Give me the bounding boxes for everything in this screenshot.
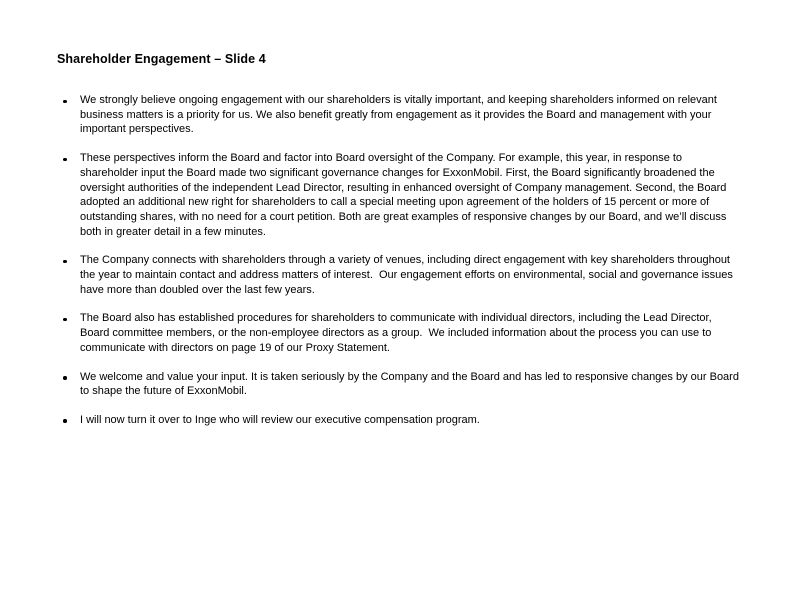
bullet-item [63, 93, 739, 137]
bullet-item [63, 413, 739, 428]
bullet-text: We welcome and value your input. It is taken seriously by the Company and the Board and has led to responsive changes by our Board to shape the future of ExxonMobil. [80, 370, 743, 398]
bullet-item [63, 370, 743, 399]
bullet-item [63, 253, 739, 297]
bullet-item [63, 151, 739, 239]
bullet-dot-icon [63, 100, 67, 104]
bullet-item [63, 311, 739, 355]
bullet-dot-icon [63, 318, 67, 322]
bullet-text: We strongly believe ongoing engagement with our shareholders is vitally important, and keeping shareholders informed on relevant business matters is a priority for us. We also benefit greatly from engagement as it provides the Board and management with your important perspectives. [80, 94, 721, 136]
bullet-dot-icon [63, 419, 67, 423]
bullet-dot-icon [63, 260, 67, 264]
bullet-text: These perspectives inform the Board and factor into Board oversight of the Company. For example, this year, in response to shareholder input the Board made two significant governance changes for ExxonMobil. First, the Board significantly broadened the oversight authorities of the independent Lead Director, resulting in enhanced oversight of Company management. Second, the Board adopted an additional new right for shareholders to call a special meeting upon agreement of the holders of 15 percent or more of outstanding shares, with no need for a court petition. Both are great examples of responsive changes by our Board, and we’ll discuss both in greater detail in a few minutes. [80, 152, 730, 238]
bullet-text: I will now turn it over to Inge who will review our executive compensation program. [80, 413, 480, 426]
bullet-text: The Board also has established procedures for shareholders to communicate with individual directors, including the Lead Director, Board committee members, or the non-employee directors as a group. We included information about the process you can use to communicate with directors on page 19 of our Proxy Statement. [80, 312, 715, 354]
bullet-dot-icon [63, 376, 67, 380]
bullet-text: The Company connects with shareholders through a variety of venues, including direct engagement with key shareholders throughout the year to maintain contact and address matters of interest. Our engagement efforts on environmental, social and governance issues have more than doubled over the last few years. [80, 254, 736, 296]
page-title: Shareholder Engagement – Slide 4 [57, 52, 266, 66]
bullet-dot-icon [63, 158, 67, 162]
bullet-list [63, 93, 743, 442]
